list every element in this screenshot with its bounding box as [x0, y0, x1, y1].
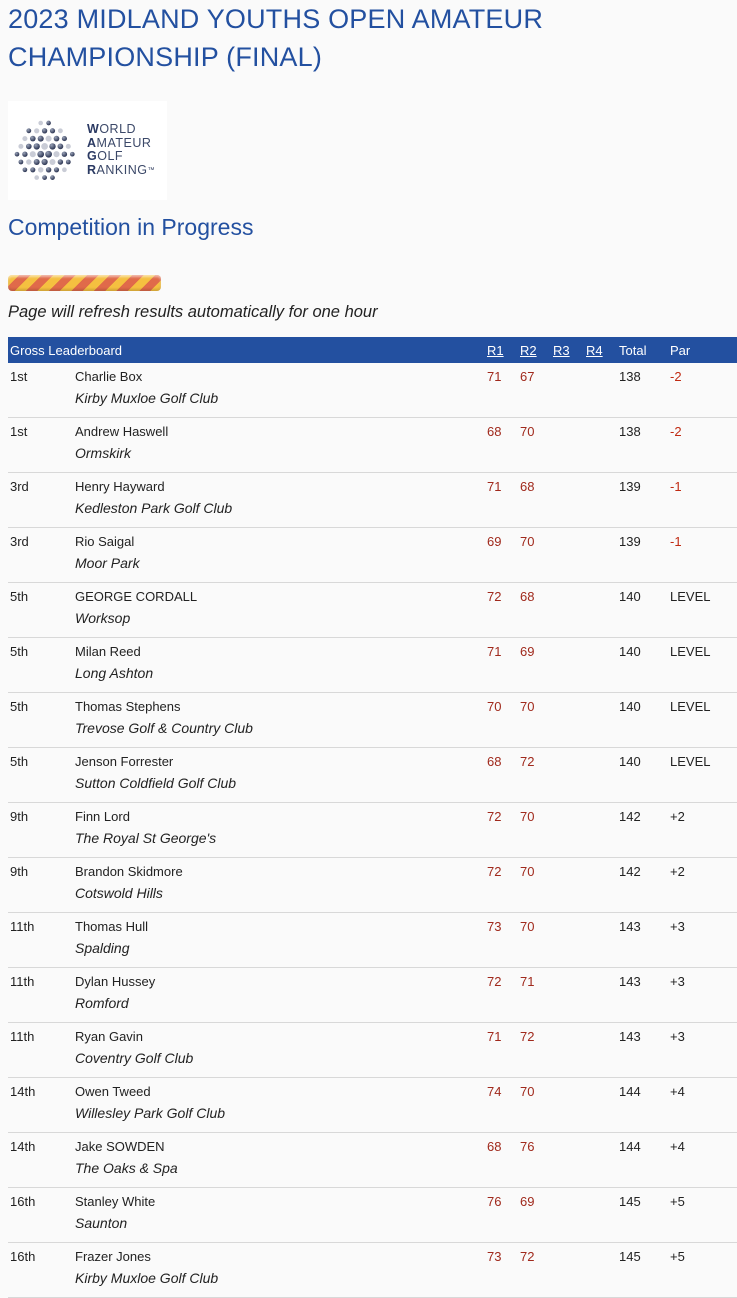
player-club: Spalding [75, 935, 487, 968]
par-score: +2 [670, 809, 685, 824]
golf-ball-dimple [54, 167, 59, 172]
golf-ball-dimple [38, 136, 44, 142]
logo-line-golf: GOLF [87, 149, 124, 163]
total-score: 144 [619, 1084, 641, 1099]
round-1-score[interactable]: 73 [487, 1249, 502, 1264]
position-cell: 16th [10, 1249, 36, 1264]
golf-ball-dimple [38, 121, 43, 126]
player-name[interactable]: Charlie Box [75, 369, 143, 384]
round-3-score [553, 803, 586, 826]
round-1-score[interactable]: 74 [487, 1084, 502, 1099]
table-caption: Gross Leaderboard [8, 337, 487, 363]
player-name[interactable]: Dylan Hussey [75, 974, 156, 989]
position-cell: 14th [10, 1084, 36, 1099]
logo-line-ranking: RANKING™ [87, 162, 155, 177]
position-cell: 3rd [10, 479, 29, 494]
position-cell: 5th [10, 589, 29, 604]
refresh-note: Page will refresh results automatically for one hour [8, 303, 378, 321]
golf-ball-dimple [42, 159, 48, 165]
position-cell: 5th [10, 644, 29, 659]
logo-line-amateur: AMATEUR [87, 135, 152, 150]
round-1-score[interactable]: 69 [487, 534, 502, 549]
player-club: Moor Park [75, 550, 487, 583]
golf-ball-dimple [26, 144, 32, 150]
logo-wordmark [87, 123, 155, 177]
round-3-score [553, 1243, 586, 1266]
golf-ball-dimple [46, 121, 51, 126]
table-row [8, 968, 737, 991]
position-cell: 9th [10, 809, 29, 824]
par-score: -2 [670, 369, 682, 384]
golf-ball-dimple [45, 151, 52, 158]
total-score: 142 [619, 864, 641, 879]
golf-ball-dimple [49, 143, 55, 149]
round-1-score[interactable]: 68 [487, 754, 502, 769]
player-club: Long Ashton [75, 660, 487, 693]
par-score: LEVEL [670, 644, 711, 659]
round-3-score [553, 968, 586, 991]
round-3-score [553, 748, 586, 771]
golf-ball-dimple [58, 128, 63, 133]
round-2-score[interactable]: 70 [520, 534, 535, 549]
player-name[interactable]: Jenson Forrester [75, 754, 174, 769]
round-2-score[interactable]: 68 [520, 589, 535, 604]
round-3-score [553, 858, 586, 881]
round-3-score [553, 693, 586, 716]
player-name[interactable]: Finn Lord [75, 809, 130, 824]
par-score: +3 [670, 974, 685, 989]
golf-ball-dimple [34, 143, 40, 149]
table-row [8, 1188, 737, 1211]
golf-ball-dimple [23, 167, 28, 172]
player-name[interactable]: Rio Saigal [75, 534, 135, 549]
par-score: LEVEL [670, 754, 711, 769]
round-4-score [586, 693, 619, 716]
table-row-club [8, 660, 737, 693]
round-2-score[interactable]: 69 [520, 644, 535, 659]
table-row-club [8, 880, 737, 913]
round-4-score [586, 748, 619, 771]
round-2-score[interactable]: 70 [520, 1084, 535, 1099]
player-name[interactable]: Ryan Gavin [75, 1029, 143, 1044]
round-1-score[interactable]: 71 [487, 479, 502, 494]
par-score: +3 [670, 1029, 685, 1044]
round-1-score[interactable]: 73 [487, 919, 502, 934]
player-club: Cotswold Hills [75, 880, 487, 913]
round-1-score[interactable]: 71 [487, 1029, 502, 1044]
position-cell: 1st [10, 369, 28, 384]
player-club: Kirby Muxloe Golf Club [75, 1265, 487, 1298]
round-3-score [553, 528, 586, 551]
column-r2-header[interactable]: R2 [520, 337, 553, 363]
position-cell: 16th [10, 1194, 36, 1209]
total-score: 138 [619, 424, 641, 439]
golf-ball-dimple [22, 152, 27, 157]
round-3-score [553, 418, 586, 441]
player-club: Kirby Muxloe Golf Club [75, 385, 487, 418]
round-2-score[interactable]: 69 [520, 1194, 535, 1209]
golf-ball-dimple [50, 128, 55, 133]
table-row [8, 1023, 737, 1046]
golf-ball-dimple [30, 167, 35, 172]
par-score: -1 [670, 534, 682, 549]
round-2-score[interactable]: 72 [520, 754, 535, 769]
golf-ball-dimple [26, 159, 31, 164]
table-row [8, 1078, 737, 1101]
table-row-club [8, 1100, 737, 1133]
round-1-score[interactable]: 68 [487, 1139, 502, 1154]
table-header-row [8, 337, 737, 363]
competition-status-heading: Competition in Progress [8, 214, 254, 240]
total-score: 143 [619, 974, 641, 989]
player-name[interactable]: Brandon Skidmore [75, 864, 183, 879]
total-score: 144 [619, 1139, 641, 1154]
table-row-club [8, 550, 737, 583]
total-score: 140 [619, 644, 641, 659]
player-club: Coventry Golf Club [75, 1045, 487, 1078]
table-row-club [8, 385, 737, 418]
table-row-club [8, 990, 737, 1023]
round-1-score[interactable]: 70 [487, 699, 502, 714]
round-4-score [586, 418, 619, 441]
round-4-score [586, 1078, 619, 1101]
round-2-score[interactable]: 70 [520, 699, 535, 714]
par-score: +5 [670, 1249, 685, 1264]
golf-ball-dimple [15, 152, 20, 157]
round-2-score[interactable]: 70 [520, 809, 535, 824]
table-row [8, 528, 737, 551]
par-score: LEVEL [670, 699, 711, 714]
round-4-score [586, 363, 619, 385]
golf-ball-dimple [53, 151, 59, 157]
player-club: Ormskirk [75, 440, 487, 473]
round-4-score [586, 913, 619, 936]
round-4-score [586, 473, 619, 496]
table-row [8, 1133, 737, 1156]
position-cell: 5th [10, 754, 29, 769]
round-1-score[interactable]: 72 [487, 864, 502, 879]
round-3-score [553, 1023, 586, 1046]
round-1-score[interactable]: 71 [487, 644, 502, 659]
position-cell: 1st [10, 424, 28, 439]
total-score: 138 [619, 369, 641, 384]
golf-ball-dimple [34, 128, 39, 133]
table-row-club [8, 935, 737, 968]
golf-ball-dimple [26, 128, 31, 133]
golf-ball-dimple [37, 151, 44, 158]
golf-ball-dimple [19, 160, 24, 165]
page-title [8, 0, 708, 76]
round-4-score [586, 583, 619, 606]
player-name[interactable]: Thomas Stephens [75, 699, 181, 714]
total-score: 139 [619, 534, 641, 549]
golf-ball-logo-icon [12, 118, 78, 184]
table-row [8, 913, 737, 936]
par-score: +2 [670, 864, 685, 879]
position-cell: 11th [10, 919, 35, 934]
golf-ball-dimple [62, 136, 67, 141]
round-2-score[interactable]: 72 [520, 1029, 535, 1044]
round-2-score[interactable]: 70 [520, 919, 535, 934]
round-4-score [586, 968, 619, 991]
table-row-club [8, 825, 737, 858]
player-club: The Royal St George's [75, 825, 487, 858]
player-club: Saunton [75, 1210, 487, 1243]
round-2-score[interactable]: 68 [520, 479, 535, 494]
player-club: The Oaks & Spa [75, 1155, 487, 1188]
par-score: +3 [670, 919, 685, 934]
par-score: +5 [670, 1194, 685, 1209]
title-line-2: CHAMPIONSHIP (FINAL) [8, 42, 323, 72]
round-2-score[interactable]: 76 [520, 1139, 535, 1154]
table-row-club [8, 1210, 737, 1243]
round-2-score[interactable]: 70 [520, 864, 535, 879]
round-2-score[interactable]: 72 [520, 1249, 535, 1264]
table-row-club [8, 495, 737, 528]
player-club: Willesley Park Golf Club [75, 1100, 487, 1133]
par-score: +4 [670, 1139, 685, 1154]
total-score: 145 [619, 1194, 641, 1209]
golf-ball-dimple [58, 144, 64, 150]
round-4-score [586, 528, 619, 551]
round-3-score [553, 638, 586, 661]
player-club: Sutton Coldfield Golf Club [75, 770, 487, 803]
column-r1-header[interactable]: R1 [487, 337, 520, 363]
round-4-score [586, 803, 619, 826]
position-cell: 14th [10, 1139, 36, 1154]
round-4-score [586, 1023, 619, 1046]
player-club: Romford [75, 990, 487, 1023]
golf-ball-dimple [62, 167, 67, 172]
golf-ball-dimple [66, 144, 71, 149]
golf-ball-dimple [54, 136, 60, 142]
player-name[interactable]: Thomas Hull [75, 919, 148, 934]
position-cell: 5th [10, 699, 29, 714]
total-score: 142 [619, 809, 641, 824]
gross-leaderboard-table [8, 337, 737, 1298]
round-1-score[interactable]: 71 [487, 369, 502, 384]
table-row [8, 693, 737, 716]
total-score: 139 [619, 479, 641, 494]
round-1-score[interactable]: 72 [487, 809, 502, 824]
table-row [8, 1243, 737, 1266]
table-row-club [8, 1155, 737, 1188]
round-1-score[interactable]: 68 [487, 424, 502, 439]
table-row [8, 418, 737, 441]
total-score: 143 [619, 919, 641, 934]
title-line-1: 2023 MIDLAND YOUTHS OPEN AMATEUR [8, 4, 544, 34]
par-score: +4 [670, 1084, 685, 1099]
round-3-score [553, 473, 586, 496]
par-score: LEVEL [670, 589, 711, 604]
table-row-club [8, 1265, 737, 1298]
table-row [8, 803, 737, 826]
total-score: 140 [619, 589, 641, 604]
progress-bar [8, 275, 161, 291]
table-row [8, 473, 737, 496]
golf-ball-dimple [46, 167, 51, 172]
golf-ball-dimple [30, 151, 36, 157]
table-row-club [8, 715, 737, 748]
golf-ball-dimple [22, 136, 27, 141]
position-cell: 11th [10, 974, 35, 989]
golf-ball-dimple [46, 136, 52, 142]
golf-ball-dimple [50, 159, 56, 165]
golf-ball-dimple [66, 160, 71, 165]
total-score: 143 [619, 1029, 641, 1044]
player-name[interactable]: Milan Reed [75, 644, 141, 659]
round-1-score[interactable]: 72 [487, 974, 502, 989]
round-3-score [553, 583, 586, 606]
player-name[interactable]: Andrew Haswell [75, 424, 169, 439]
par-score: -1 [670, 479, 682, 494]
round-4-score [586, 858, 619, 881]
round-2-score[interactable]: 67 [520, 369, 535, 384]
table-row-club [8, 440, 737, 473]
player-club: Worksop [75, 605, 487, 638]
round-4-score [586, 1133, 619, 1156]
golf-ball-dimple [62, 151, 67, 156]
golf-ball-dimple [42, 175, 47, 180]
round-2-score[interactable]: 70 [520, 424, 535, 439]
position-cell: 3rd [10, 534, 29, 549]
round-3-score [553, 1188, 586, 1211]
golf-ball-dimple [34, 175, 39, 180]
position-cell: 9th [10, 864, 29, 879]
player-name[interactable]: Stanley White [75, 1194, 156, 1209]
table-row [8, 583, 737, 606]
golf-ball-dimple [18, 144, 23, 149]
player-name[interactable]: Jake SOWDEN [75, 1139, 165, 1154]
table-row [8, 638, 737, 661]
player-name[interactable]: GEORGE CORDALL [75, 589, 198, 604]
round-3-score [553, 1078, 586, 1101]
total-score: 140 [619, 699, 641, 714]
round-3-score [553, 913, 586, 936]
round-3-score [553, 363, 586, 385]
round-1-score[interactable]: 72 [487, 589, 502, 604]
column-total-header: Total [619, 337, 670, 363]
par-score: -2 [670, 424, 682, 439]
round-4-score [586, 1188, 619, 1211]
total-score: 145 [619, 1249, 641, 1264]
table-row [8, 363, 737, 385]
column-r4-header[interactable]: R4 [586, 337, 619, 363]
total-score: 140 [619, 754, 641, 769]
golf-ball-dimple [41, 143, 48, 150]
round-3-score [553, 1133, 586, 1156]
player-name[interactable]: Frazer Jones [75, 1249, 151, 1264]
round-4-score [586, 638, 619, 661]
position-cell: 11th [10, 1029, 35, 1044]
golf-ball-dimple [38, 167, 43, 172]
golf-ball-dimple [58, 159, 63, 164]
golf-ball-dimple [34, 159, 40, 165]
player-club: Kedleston Park Golf Club [75, 495, 487, 528]
round-1-score[interactable]: 76 [487, 1194, 502, 1209]
waagr-logo[interactable] [8, 101, 167, 200]
round-2-score[interactable]: 71 [520, 974, 535, 989]
player-club: Trevose Golf & Country Club [75, 715, 487, 748]
table-row [8, 858, 737, 881]
golf-ball-dimple [30, 136, 36, 142]
golf-ball-dimple [70, 152, 75, 157]
column-par-header: Par [670, 337, 737, 363]
table-row-club [8, 605, 737, 638]
golf-ball-dimple [42, 128, 47, 133]
table-row-club [8, 1045, 737, 1078]
table-row-club [8, 770, 737, 803]
logo-line-world: WORLD [87, 122, 137, 136]
table-row [8, 748, 737, 771]
player-name[interactable]: Owen Tweed [75, 1084, 151, 1099]
player-name[interactable]: Henry Hayward [75, 479, 165, 494]
round-4-score [586, 1243, 619, 1266]
golf-ball-dimple [50, 175, 55, 180]
column-r3-header[interactable]: R3 [553, 337, 586, 363]
